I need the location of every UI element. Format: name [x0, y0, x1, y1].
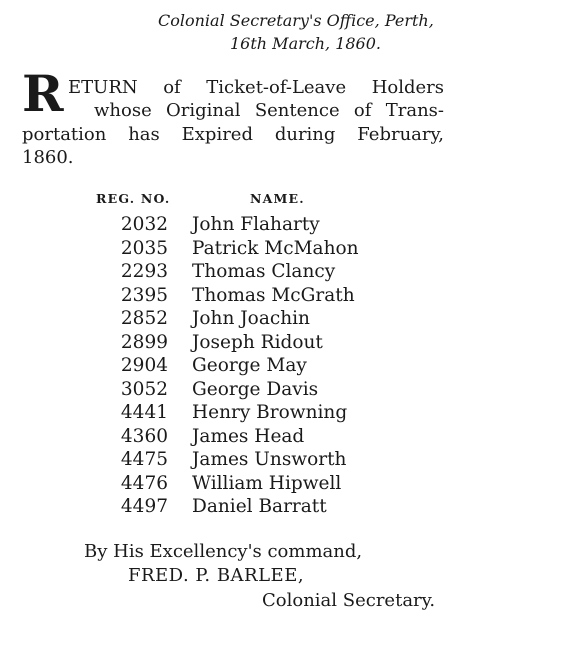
holder-name: George May [192, 355, 307, 376]
table-row [0, 495, 561, 519]
table-row [0, 331, 561, 355]
holder-name: Thomas Clancy [192, 261, 336, 282]
holder-name: George Davis [192, 378, 319, 400]
reg-number: 2035 [120, 237, 168, 259]
holder-name: Joseph Ridout [192, 331, 323, 353]
table-row [0, 378, 561, 402]
holder-name: Patrick McMahon [192, 237, 359, 259]
table-row [0, 425, 561, 449]
table-row [0, 354, 561, 378]
signature-command: By His Excellency's command, [84, 541, 363, 562]
holder-name: Daniel Barratt [192, 496, 327, 517]
holders-table [0, 213, 561, 519]
reg-number: 2904 [120, 355, 168, 376]
holder-name: Henry Browning [192, 402, 348, 423]
table-row [0, 237, 561, 261]
table-row [0, 472, 561, 496]
reg-number: 4475 [120, 449, 168, 470]
title-line-3: portation has Expired during February, [22, 124, 444, 145]
table-row [0, 213, 561, 237]
reg-number: 2899 [120, 331, 168, 353]
holder-name: John Joachin [192, 308, 310, 329]
signature-title: Colonial Secretary. [262, 590, 436, 611]
name-header: NAME. [250, 191, 305, 206]
reg-number: 4360 [120, 425, 168, 447]
signature-name: FRED. P. BARLEE, [128, 565, 305, 586]
table-row [0, 307, 561, 331]
drop-cap: R [22, 64, 64, 123]
reg-number: 2032 [120, 214, 168, 235]
table-row [0, 448, 561, 472]
holder-name: James Head [192, 425, 305, 447]
reg-number: 3052 [120, 378, 168, 400]
reg-number: 2293 [120, 261, 168, 282]
reg-number: 4497 [120, 496, 168, 517]
title-line-1: ETURN of Ticket-of-Leave Holders [68, 77, 444, 98]
reg-number: 2395 [120, 284, 168, 306]
holder-name: John Flaharty [192, 214, 320, 235]
holder-name: James Unsworth [192, 449, 347, 470]
title-line-2: whose Original Sentence of Trans- [94, 100, 444, 121]
table-row [0, 284, 561, 308]
holder-name: William Hipwell [192, 472, 342, 494]
reg-number: 4476 [120, 472, 168, 494]
table-row [0, 401, 561, 425]
reg-number: 2852 [120, 308, 168, 329]
reg-number: 4441 [120, 402, 168, 423]
office-line: Colonial Secretary's Office, Perth, [158, 11, 434, 30]
title-line-4: 1860. [22, 147, 74, 168]
date-line: 16th March, 1860. [230, 34, 381, 53]
holder-name: Thomas McGrath [192, 284, 355, 306]
table-row [0, 260, 561, 284]
reg-no-header: REG. NO. [96, 191, 171, 206]
